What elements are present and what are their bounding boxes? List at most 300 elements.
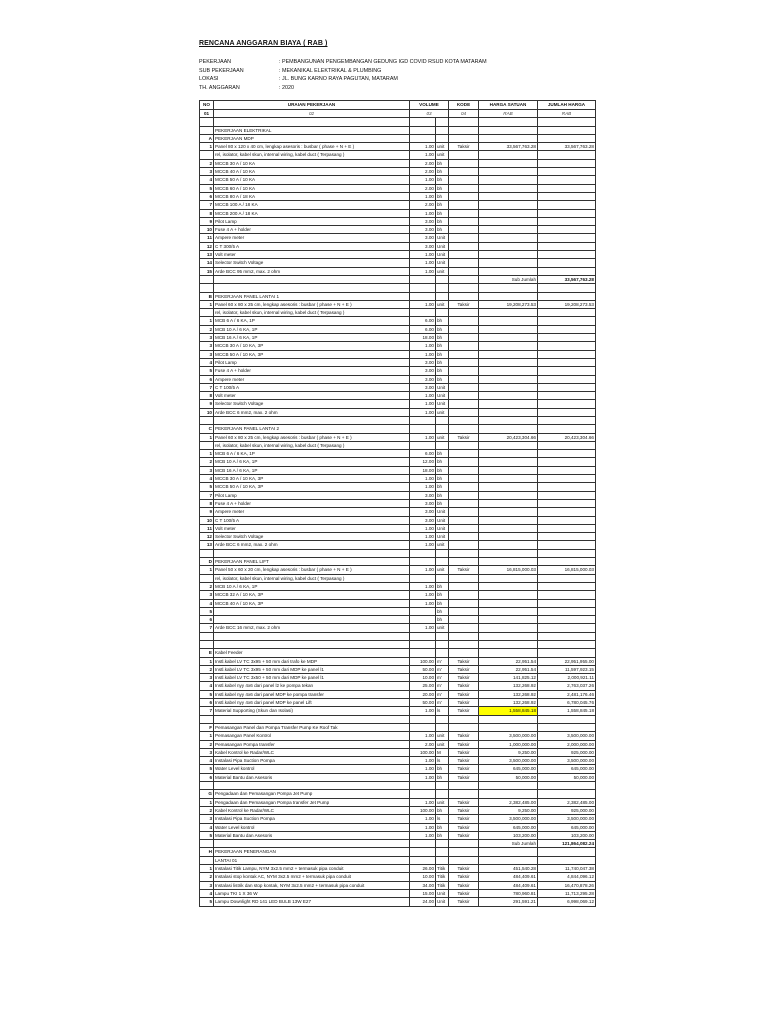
item-code <box>449 582 479 590</box>
item-description: MCB 16 A / 6 KA, 1P <box>214 466 410 474</box>
subheader-kode: 04 <box>449 110 479 118</box>
item-volume: 1.00 <box>410 566 436 574</box>
item-unit-price <box>479 408 538 416</box>
item-unit: bh <box>436 159 449 167</box>
item-total-price: 2,763,037.26 <box>538 682 596 690</box>
item-code: Taksir <box>449 798 479 806</box>
item-description: Arde BCC 16 mm2, max. 2 ohm <box>214 624 410 632</box>
item-unit-price: 1,000,000.00 <box>479 740 538 748</box>
empty-cell <box>436 416 449 424</box>
item-code: Taksir <box>449 815 479 823</box>
empty-cell <box>214 118 410 126</box>
item-number: 2 <box>200 458 214 466</box>
item-unit: bh <box>436 582 449 590</box>
item-description: Selector Switch Voltage <box>214 533 410 541</box>
item-unit <box>436 134 449 142</box>
item-number: 10 <box>200 408 214 416</box>
table-row <box>200 201 596 209</box>
table-row <box>200 566 596 574</box>
item-unit: bh <box>436 176 449 184</box>
item-volume: 1.00 <box>410 831 436 839</box>
item-description: rel, isolator, kabel skun, internal wiring, kabel duct ( Terpasang ) <box>214 151 410 159</box>
item-volume: 3.00 <box>410 242 436 250</box>
item-code <box>449 151 479 159</box>
item-volume: 1.00 <box>410 433 436 441</box>
subheader-no: 01 <box>200 110 214 118</box>
item-volume: 10.00 <box>410 674 436 682</box>
item-unit-price <box>479 242 538 250</box>
item-volume <box>410 856 436 864</box>
meta-value: : MEKANIKAL ELEKTRIKAL & PLUMBING <box>279 67 382 74</box>
item-code: Taksir <box>449 699 479 707</box>
item-code <box>449 599 479 607</box>
item-code <box>449 425 479 433</box>
item-volume: 1.00 <box>410 524 436 532</box>
item-unit-price <box>479 159 538 167</box>
item-code <box>449 508 479 516</box>
item-number <box>200 856 214 864</box>
item-unit <box>436 574 449 582</box>
item-volume <box>410 616 436 624</box>
table-row <box>200 574 596 582</box>
empty-cell <box>410 416 436 424</box>
item-volume: 1.00 <box>410 798 436 806</box>
empty-cell <box>200 632 214 640</box>
item-number: 1 <box>200 657 214 665</box>
item-number: 12 <box>200 242 214 250</box>
empty-cell <box>479 632 538 640</box>
item-unit-price <box>479 516 538 524</box>
item-description: MCCB 50 A / 10 KA, 3P <box>214 350 410 358</box>
item-total-price <box>538 649 596 657</box>
table-row <box>200 217 596 225</box>
item-number: E <box>200 649 214 657</box>
item-volume: 15.00 <box>410 889 436 897</box>
item-code <box>449 524 479 532</box>
item-code <box>449 475 479 483</box>
item-total-price <box>538 516 596 524</box>
item-description: Water Level kontrol <box>214 765 410 773</box>
table-row <box>200 591 596 599</box>
table-row <box>200 798 596 806</box>
item-unit-price: 3,500,000.00 <box>479 732 538 740</box>
item-code <box>449 790 479 798</box>
item-code <box>449 483 479 491</box>
item-unit: Unit <box>436 383 449 391</box>
item-volume <box>410 607 436 615</box>
empty-cell <box>410 118 436 126</box>
item-number: H <box>200 848 214 856</box>
empty-cell <box>410 284 436 292</box>
item-code <box>449 242 479 250</box>
table-row <box>200 168 596 176</box>
empty-cell <box>214 632 410 640</box>
item-total-price <box>538 599 596 607</box>
item-number: 5 <box>200 831 214 839</box>
table-row <box>200 541 596 549</box>
item-unit-price <box>479 309 538 317</box>
item-volume <box>410 574 436 582</box>
empty-cell <box>200 782 214 790</box>
item-code: Taksir <box>449 674 479 682</box>
item-volume: 1.00 <box>410 757 436 765</box>
header-volume: VOLUME <box>410 101 449 110</box>
table-row <box>200 699 596 707</box>
item-volume <box>410 292 436 300</box>
item-unit: bh <box>436 458 449 466</box>
item-description: Selector Switch Voltage <box>214 259 410 267</box>
table-spacer-row <box>200 118 596 126</box>
empty-cell <box>538 284 596 292</box>
item-total-price: 11,597,923.15 <box>538 665 596 673</box>
item-description: Ampere meter <box>214 508 410 516</box>
item-unit-price: 780,960.81 <box>479 889 538 897</box>
table-row <box>200 126 596 134</box>
item-number: 3 <box>200 342 214 350</box>
item-total-price <box>538 192 596 200</box>
subtotal-value: 121,864,082.24 <box>538 840 596 848</box>
table-row <box>200 665 596 673</box>
item-unit: Titik <box>436 873 449 881</box>
item-unit: ls <box>436 707 449 715</box>
item-volume: 2.00 <box>410 201 436 209</box>
empty-cell <box>538 632 596 640</box>
item-unit-price <box>479 524 538 532</box>
empty-cell <box>200 118 214 126</box>
item-unit: bh <box>436 325 449 333</box>
empty-cell <box>410 275 436 283</box>
subheader-volume: 03 <box>410 110 449 118</box>
item-total-price: 6,780,045.76 <box>538 699 596 707</box>
subtotal-label: Sub Jumlah <box>479 840 538 848</box>
item-code <box>449 292 479 300</box>
item-unit: Unit <box>436 516 449 524</box>
meta-key: PEKERJAAN <box>199 59 232 65</box>
empty-cell <box>214 275 410 283</box>
item-code: Taksir <box>449 748 479 756</box>
item-unit-price <box>479 267 538 275</box>
item-code <box>449 226 479 234</box>
item-number: 4 <box>200 176 214 184</box>
empty-cell <box>200 284 214 292</box>
item-unit-price <box>479 184 538 192</box>
item-unit: unit <box>436 408 449 416</box>
item-unit-price <box>479 649 538 657</box>
item-total-price <box>538 350 596 358</box>
item-unit-price <box>479 616 538 624</box>
empty-cell <box>410 782 436 790</box>
item-description: C T 100/5 A <box>214 516 410 524</box>
table-row <box>200 309 596 317</box>
item-code <box>449 516 479 524</box>
item-unit: bh <box>436 823 449 831</box>
item-volume: 3.00 <box>410 499 436 507</box>
item-total-price <box>538 325 596 333</box>
table-row <box>200 192 596 200</box>
item-description: rel, isolator, kabel skun, internal wiring, kabel duct ( Terpasang ) <box>214 441 410 449</box>
item-volume: 1.00 <box>410 259 436 267</box>
item-unit: m' <box>436 682 449 690</box>
item-description: MCCB 60 A / 10 KA <box>214 184 410 192</box>
item-volume: 1.00 <box>410 707 436 715</box>
table-row <box>200 599 596 607</box>
item-number <box>200 441 214 449</box>
item-number: 3 <box>200 466 214 474</box>
item-unit-price: 484,409.61 <box>479 881 538 889</box>
empty-cell <box>214 782 410 790</box>
table-row <box>200 558 596 566</box>
empty-cell <box>449 118 479 126</box>
empty-cell <box>200 549 214 557</box>
meta-row <box>199 58 487 67</box>
item-total-price: 50,000.00 <box>538 773 596 781</box>
table-row <box>200 831 596 839</box>
item-number: 5 <box>200 483 214 491</box>
item-unit: unit <box>436 740 449 748</box>
meta-row <box>199 84 487 93</box>
meta-row <box>199 67 487 76</box>
table-row <box>200 740 596 748</box>
item-volume: 2.00 <box>410 168 436 176</box>
item-total-price <box>538 209 596 217</box>
item-code: Taksir <box>449 865 479 873</box>
item-unit: bh <box>436 168 449 176</box>
item-volume: 26.00 <box>410 865 436 873</box>
item-total-price: 2,481,176.46 <box>538 690 596 698</box>
item-unit-price <box>479 375 538 383</box>
item-unit-price <box>479 367 538 375</box>
item-description: Instl.kabel LV TC 3x95 + 50 mm dari trafo ke MDP <box>214 657 410 665</box>
empty-cell <box>214 840 410 848</box>
item-description: Pemasangan Pompa transfer <box>214 740 410 748</box>
item-unit-price <box>479 624 538 632</box>
item-total-price: 2,382,485.00 <box>538 798 596 806</box>
item-unit <box>436 790 449 798</box>
table-row <box>200 342 596 350</box>
item-unit: Unit <box>436 251 449 259</box>
item-total-price <box>538 134 596 142</box>
item-number: 1 <box>200 433 214 441</box>
item-code: Taksir <box>449 707 479 715</box>
item-unit-price <box>479 475 538 483</box>
item-number: 4 <box>200 823 214 831</box>
meta-value: : PEMBANGUNAN PENGEMBANGAN GEDUNG IGD COVID RSUD KOTA MATARAM <box>279 59 487 65</box>
item-unit: unit <box>436 300 449 308</box>
empty-cell <box>449 284 479 292</box>
item-description: PEKERJAAN PANEL LIFT <box>214 558 410 566</box>
item-code: Taksir <box>449 806 479 814</box>
item-unit-price <box>479 499 538 507</box>
item-unit-price <box>479 358 538 366</box>
table-row <box>200 242 596 250</box>
item-volume: 12.00 <box>410 458 436 466</box>
table-row <box>200 889 596 897</box>
item-number: 5 <box>200 367 214 375</box>
item-description: Pemasangan Panel dan Pompa Transfer Pump Ke Roof Tak <box>214 723 410 731</box>
item-unit-price <box>479 558 538 566</box>
empty-cell <box>214 549 410 557</box>
item-code <box>449 209 479 217</box>
item-code: Taksir <box>449 300 479 308</box>
empty-cell <box>538 118 596 126</box>
item-unit-price: 19,208,273.53 <box>479 300 538 308</box>
item-number: F <box>200 723 214 731</box>
table-row <box>200 607 596 615</box>
table-row <box>200 649 596 657</box>
item-unit: bh <box>436 450 449 458</box>
item-unit-price: 22,951.54 <box>479 665 538 673</box>
item-volume: 100.00 <box>410 657 436 665</box>
subheader-harga: RAB <box>479 110 538 118</box>
table-row <box>200 267 596 275</box>
rab-table <box>199 100 596 907</box>
item-description: Pilot Lamp <box>214 491 410 499</box>
item-description: Lampu TKI 1 X 36 W <box>214 889 410 897</box>
item-unit-price <box>479 176 538 184</box>
item-total-price <box>538 259 596 267</box>
item-code <box>449 723 479 731</box>
item-number: 1 <box>200 865 214 873</box>
item-code <box>449 383 479 391</box>
item-description: Fuse 4 A + holder <box>214 226 410 234</box>
table-row <box>200 524 596 532</box>
item-total-price <box>538 408 596 416</box>
item-description: Panel 60 x 80 x 25 cm, lengkap asesoris : busbar ( phase + N + E ) <box>214 300 410 308</box>
table-row <box>200 865 596 873</box>
item-total-price <box>538 607 596 615</box>
item-unit <box>436 425 449 433</box>
item-description: MCCB 100 A / 18 KA <box>214 201 410 209</box>
item-unit: Unit <box>436 234 449 242</box>
item-volume: 1.00 <box>410 342 436 350</box>
item-total-price <box>538 591 596 599</box>
table-row <box>200 226 596 234</box>
item-total-price: 3,500,000.00 <box>538 757 596 765</box>
empty-cell <box>449 641 479 649</box>
item-volume <box>410 134 436 142</box>
item-description: MCCB 50 A / 10 KA, 3P <box>214 483 410 491</box>
item-number: 8 <box>200 392 214 400</box>
table-row <box>200 466 596 474</box>
empty-cell <box>436 275 449 283</box>
table-row <box>200 350 596 358</box>
item-unit <box>436 723 449 731</box>
item-number: 7 <box>200 201 214 209</box>
item-code <box>449 367 479 375</box>
subtotal-label: Sub Jumlah <box>479 275 538 283</box>
item-number: 6 <box>200 192 214 200</box>
item-total-price <box>538 441 596 449</box>
item-total-price <box>538 624 596 632</box>
item-number: 2 <box>200 582 214 590</box>
item-number: 4 <box>200 358 214 366</box>
item-volume <box>410 790 436 798</box>
item-unit-price: 16,815,000.03 <box>479 566 538 574</box>
item-unit: Unit <box>436 392 449 400</box>
item-total-price <box>538 483 596 491</box>
item-total-price <box>538 574 596 582</box>
item-total-price: 11,713,295.28 <box>538 889 596 897</box>
item-total-price: 6,998,069.12 <box>538 898 596 906</box>
table-row <box>200 134 596 142</box>
item-description: Kabel Feeder <box>214 649 410 657</box>
item-code <box>449 616 479 624</box>
item-unit-price: 3,500,000.00 <box>479 815 538 823</box>
item-total-price <box>538 466 596 474</box>
table-row <box>200 773 596 781</box>
item-number: 15 <box>200 267 214 275</box>
item-code <box>449 848 479 856</box>
table-row <box>200 823 596 831</box>
item-description: Ampere meter <box>214 375 410 383</box>
item-volume: 1.00 <box>410 815 436 823</box>
item-number: 2 <box>200 325 214 333</box>
meta-key: LOKASI <box>199 76 219 83</box>
header-uraian: URAIAN PEKERJAAN <box>214 101 410 110</box>
item-unit: unit <box>436 732 449 740</box>
meta-key: TH. ANGGARAN <box>199 84 240 91</box>
item-description: Panel 50 x 60 x 20 cm, lengkap asesoris : busbar ( phase + N + E ) <box>214 566 410 574</box>
item-code: Taksir <box>449 889 479 897</box>
item-unit-price <box>479 541 538 549</box>
item-description: PEKERJAAN ELEKTRIKAL <box>214 126 410 134</box>
item-unit-price: 132,268.92 <box>479 699 538 707</box>
item-description: MCB 10 A / 6 KA, 1P <box>214 325 410 333</box>
item-description: Instalasi Pipa Suction Pompa <box>214 815 410 823</box>
item-description <box>214 616 410 624</box>
item-total-price <box>538 168 596 176</box>
item-volume: 1.00 <box>410 408 436 416</box>
document-title: RENCANA ANGGARAN BIAYA ( RAB ) <box>199 40 328 47</box>
item-unit-price <box>479 168 538 176</box>
item-description: MCB 6 A / 6 KA, 1P <box>214 317 410 325</box>
item-unit-price <box>479 392 538 400</box>
table-row <box>200 159 596 167</box>
item-unit <box>436 558 449 566</box>
item-description: MCB 10 A / 6 KA, 1P <box>214 458 410 466</box>
item-number: 6 <box>200 616 214 624</box>
item-unit-price: 132,268.92 <box>479 682 538 690</box>
table-row <box>200 259 596 267</box>
item-volume: 3.00 <box>410 516 436 524</box>
item-code <box>449 350 479 358</box>
item-description: Instalasi listrik dan stop kontak, NYM 3x2.5 mm2 + termasuk pipa conduit <box>214 881 410 889</box>
item-number: 5 <box>200 898 214 906</box>
item-unit-price: 484,409.61 <box>479 873 538 881</box>
empty-cell <box>449 632 479 640</box>
item-description: MCB 10 A / 6 KA, 1P <box>214 582 410 590</box>
table-row <box>200 441 596 449</box>
empty-cell <box>200 715 214 723</box>
table-row <box>200 143 596 151</box>
item-unit <box>436 292 449 300</box>
item-code: Taksir <box>449 773 479 781</box>
item-code: Taksir <box>449 740 479 748</box>
item-description: MCCB 40 A / 10 KA, 3P <box>214 599 410 607</box>
header-harga-satuan: HARGA SATUAN <box>479 101 538 110</box>
item-unit: bh <box>436 358 449 366</box>
item-volume: 10.00 <box>410 873 436 881</box>
item-unit-price: 9,250.00 <box>479 806 538 814</box>
item-total-price <box>538 541 596 549</box>
table-row <box>200 873 596 881</box>
empty-cell <box>214 715 410 723</box>
item-total-price: 16,470,878.26 <box>538 881 596 889</box>
empty-cell <box>214 641 410 649</box>
item-volume: 6.00 <box>410 317 436 325</box>
item-unit: Unit <box>436 898 449 906</box>
empty-cell <box>410 840 436 848</box>
